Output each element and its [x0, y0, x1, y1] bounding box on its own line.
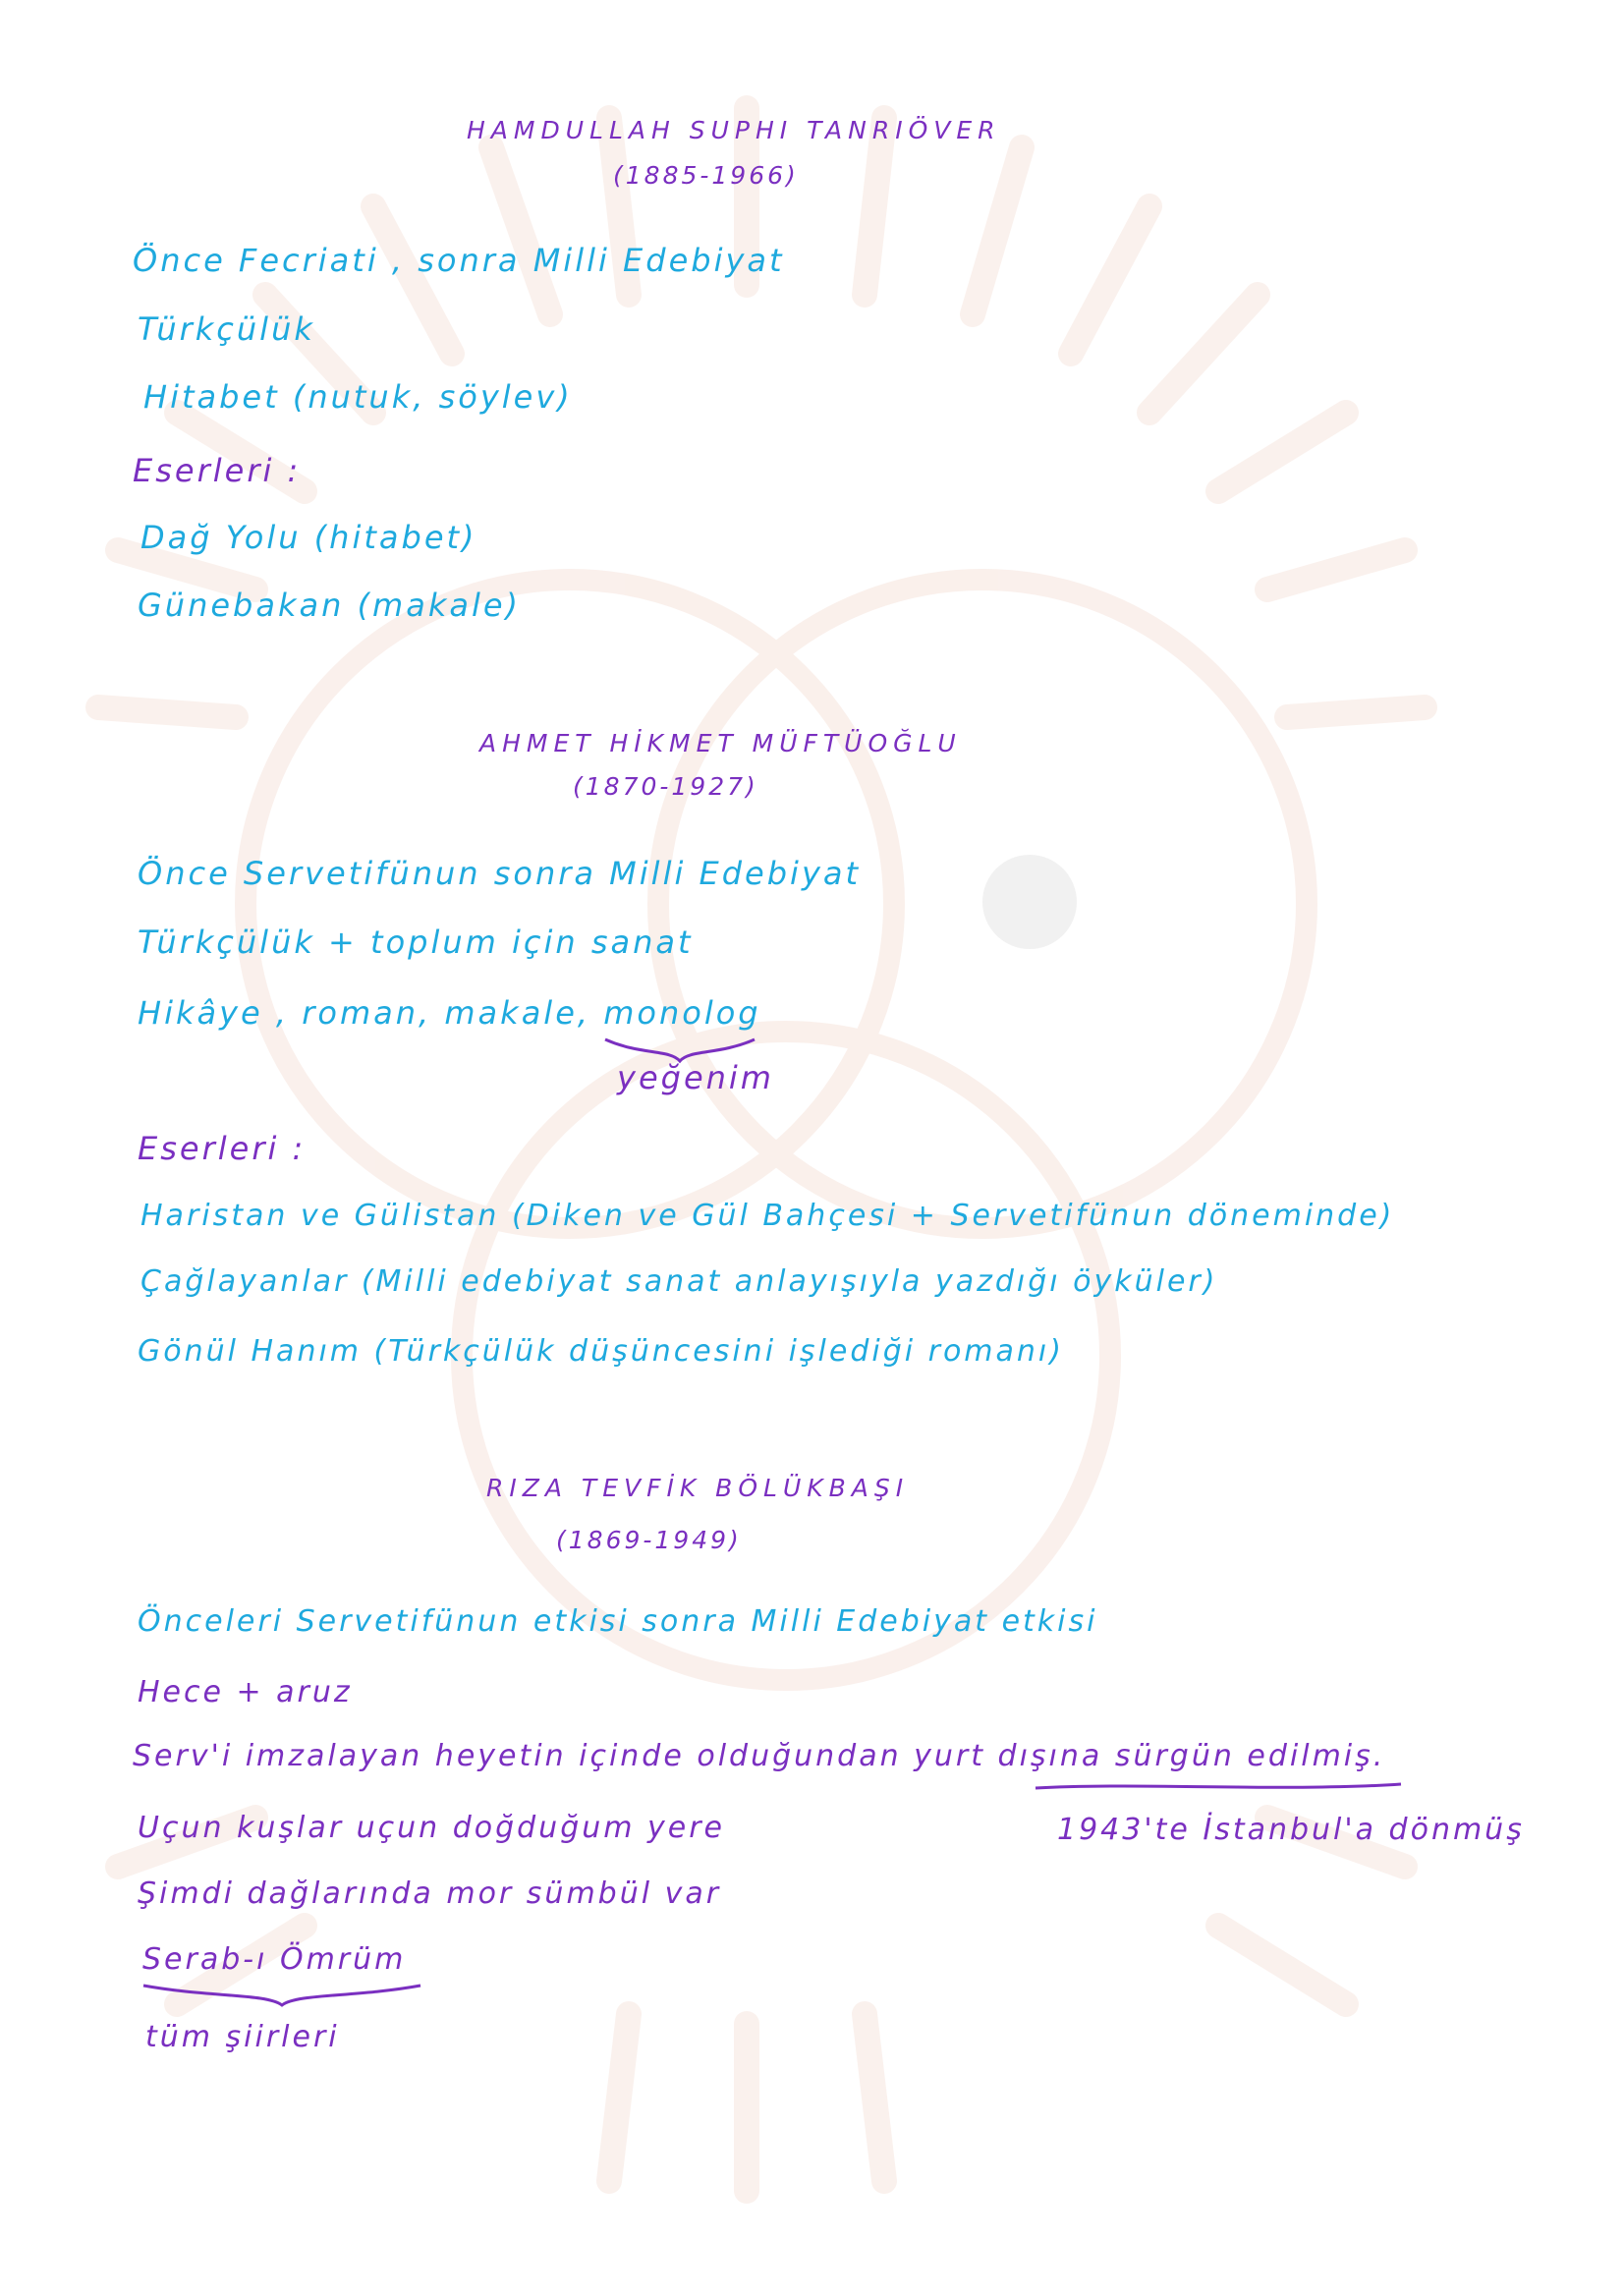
section-3-title: RIZA TEVFİK BÖLÜKBAŞI [486, 1474, 910, 1502]
section-1-work-1: Dağ Yolu (hitabet) [140, 519, 477, 556]
section-2-line-3: Hikâye , roman, makale, monolog [138, 994, 761, 1032]
section-3-side-note: 1943'te İstanbul'a dönmüş [1057, 1813, 1525, 1847]
section-2-work-2: Çağlayanlar (Milli edebiyat sanat anlayışıyla yazdığı öyküler) [140, 1264, 1218, 1299]
section-1-eserleri-label: Eserleri : [133, 452, 302, 489]
section-1-line-2: Türkçülük [138, 310, 315, 348]
section-2-work-1: Haristan ve Gülistan (Diken ve Gül Bahçesi + Servetifünun döneminde) [140, 1199, 1395, 1233]
serab-brace [140, 1980, 424, 2009]
section-2-years: (1870-1927) [573, 772, 758, 801]
section-3-line-5: Şimdi dağlarında mor sümbül var [138, 1876, 722, 1911]
section-2-eserleri-label: Eserleri : [138, 1130, 307, 1167]
section-3-years: (1869-1949) [556, 1526, 742, 1554]
section-3-line-2: Hece + aruz [138, 1675, 353, 1709]
monolog-annotation: yeğenim [617, 1059, 774, 1096]
section-1-work-2: Günebakan (makale) [138, 587, 522, 624]
section-2-work-3: Gönül Hanım (Türkçülük düşüncesini işlediği romanı) [138, 1334, 1064, 1369]
section-1-years: (1885-1966) [613, 161, 799, 190]
section-3-line-3: Serv'i imzalayan heyetin içinde olduğundan yurt dışına sürgün edilmiş. [133, 1739, 1386, 1773]
section-3-line-4: Uçun kuşlar uçun doğduğum yere [138, 1811, 726, 1845]
surgun-underline [1032, 1776, 1405, 1796]
section-1-title: HAMDULLAH SUPHI TANRIÖVER [467, 116, 1001, 144]
section-1-line-3: Hitabet (nutuk, söylev) [143, 378, 573, 416]
section-3-line-1: Önceleri Servetifünun etkisi sonra Milli Edebiyat etkisi [138, 1604, 1098, 1639]
section-1-line-1: Önce Fecriati , sonra Milli Edebiyat [133, 242, 785, 279]
section-2-line-1: Önce Servetifünun sonra Milli Edebiyat [138, 855, 862, 892]
section-3-line-6: Serab-ı Ömrüm [142, 1942, 407, 1977]
section-3-line-7: tüm şiirleri [145, 2020, 340, 2054]
section-2-title: AHMET HİKMET MÜFTÜOĞLU [479, 729, 962, 757]
section-2-line-2: Türkçülük + toplum için sanat [138, 924, 694, 961]
